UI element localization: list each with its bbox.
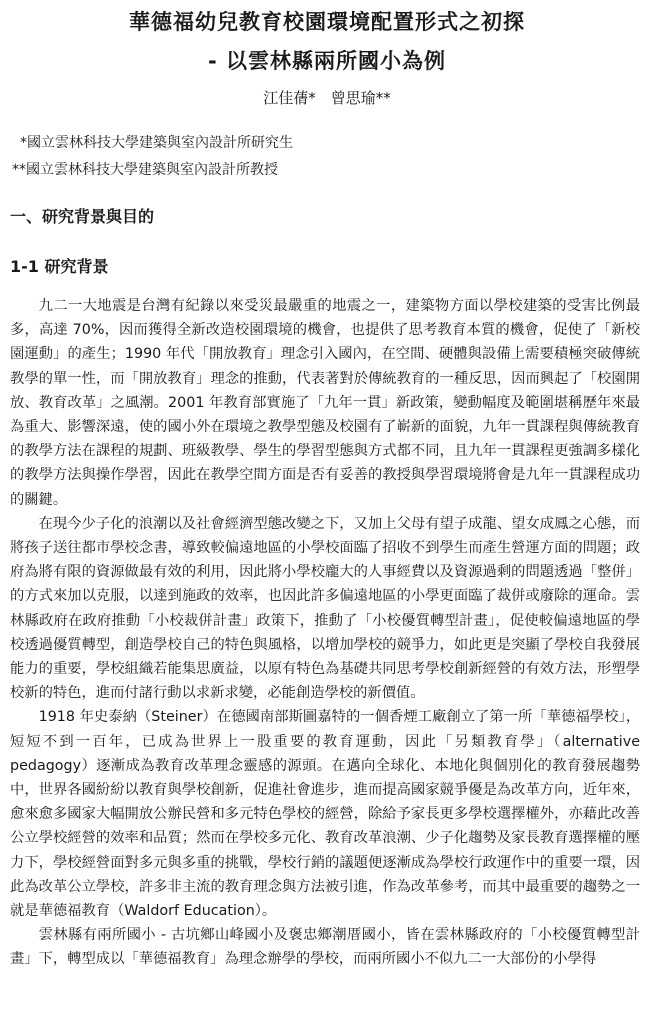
author-names: 江佳蒨* 曾思瑜** <box>263 89 391 107</box>
paper-title-line-2: - 以雲林縣兩所國小為例 <box>207 49 447 73</box>
subsection-heading-research-background: 1-1 研究背景 <box>10 257 109 276</box>
affiliation-professor: **國立雲林科技大學建築與室內設計所教授 <box>12 162 278 178</box>
paragraph: 1918 年史泰納（Steiner）在德國南部斯圖嘉特的一個香煙工廠創立了第一所「華德福學校」，短短不到一百年，已成為世界上一股重要的教育運動，因此「另類教育學」（alternative pedagogy）逐漸成為教育改革理念靈感的源頭。在邁向全球化、本地化與個別化的教育發展趨勢中，世界各國紛紛以教育與學校創新，促進社會進步，進而提高國家競爭優是為改革方向，近年來，愈來愈多國家大幅開放公辦民營和多元特色學校的經營，除給予家長更多學校選擇權外，亦藉此改善公立學校經營的效率和品質；然而在學校多元化、教育改革浪潮、少子化趨勢及家長教育選擇權的壓力下，學校經營面對多元與多重的挑戰，學校行銷的議題便逐漸成為學校行政運作中的重要一環，因此為改革公立學校，許多非主流的教育理念與方法被引進，作為改革參考，而其中最重要的趨勢之一就是華德福教育（Waldorf Education）。 <box>10 709 640 920</box>
paragraph: 九二一大地震是台灣有紀錄以來受災最嚴重的地震之一，建築物方面以學校建築的受害比例最多，高達 70%，因而獲得全新改造校園環境的機會，也提供了思考教育本質的機會，促使了「新校園運動」的產生；1990 年代「開放教育」理念引入國內，在空間、硬體與設備上需要積極突破傳統教學的單一性，而「開放教育」理念的推動，代表著對於傳統教育的一種反思，因而興起了「校園開放、教育改革」之風潮。2001 年教育部實施了「九年一貫」新政策，變動幅度及範圍堪稱歷年來最為重大、影響深遠，使的國小外在環境之教學型態及校園有了嶄新的面貌，九年一貫課程與傳統教育的教學方法在課程的規劃、班級教學、學生的學習型態與方式都不同，且九年一貫課程更強調多樣化的教學方法與操作學習，因此在教學空間方面是否有妥善的教授與學習環境將會是九年一貫課程成功的關鍵。 <box>10 298 640 508</box>
section-heading-research-background-and-purpose: 一、研究背景與目的 <box>10 207 155 226</box>
body-text <box>10 294 640 972</box>
paragraph: 在現今少子化的浪潮以及社會經濟型態改變之下，又加上父母有望子成龍、望女成鳳之心態，而將孩子送往都市學校念書，導致較偏遠地區的小學校面臨了招收不到學生而產生營運方面的問題；政府為將有限的資源做最有效的利用，因此將小學校龐大的人事經費以及資源過剩的問題透過「整併」的方式來加以克服，以達到施政的效率，也因此許多偏遠地區的小學更面臨了裁併或廢除的運命。雲林縣政府在政府推動「小校裁併計畫」政策下，推動了「小校優質轉型計畫」，促使較偏遠地區的學校透過優質轉型，創造學校自己的特色與風格，以增加學校的競爭力，如此更是突顯了學校自我發展能力的重要，學校組織若能集思廣益，以原有特色為基礎共同思考學校創新經營的有效方法，形塑學校新的特色，進而付諸行動以求新求變，必能創造學校的新價值。 <box>10 515 640 702</box>
paper-title-line-1: 華德福幼兒教育校園環境配置形式之初探 <box>129 10 525 34</box>
paragraph: 雲林縣有兩所國小 - 古坑鄉山峰國小及褒忠鄉潮厝國小，皆在雲林縣政府的「小校優質轉型計畫」下，轉型成以「華德福教育」為理念辦學的學校，而兩所國小不似九二一大部份的小學得 <box>10 927 640 968</box>
affiliation-student: *國立雲林科技大學建築與室內設計所研究生 <box>20 135 293 151</box>
